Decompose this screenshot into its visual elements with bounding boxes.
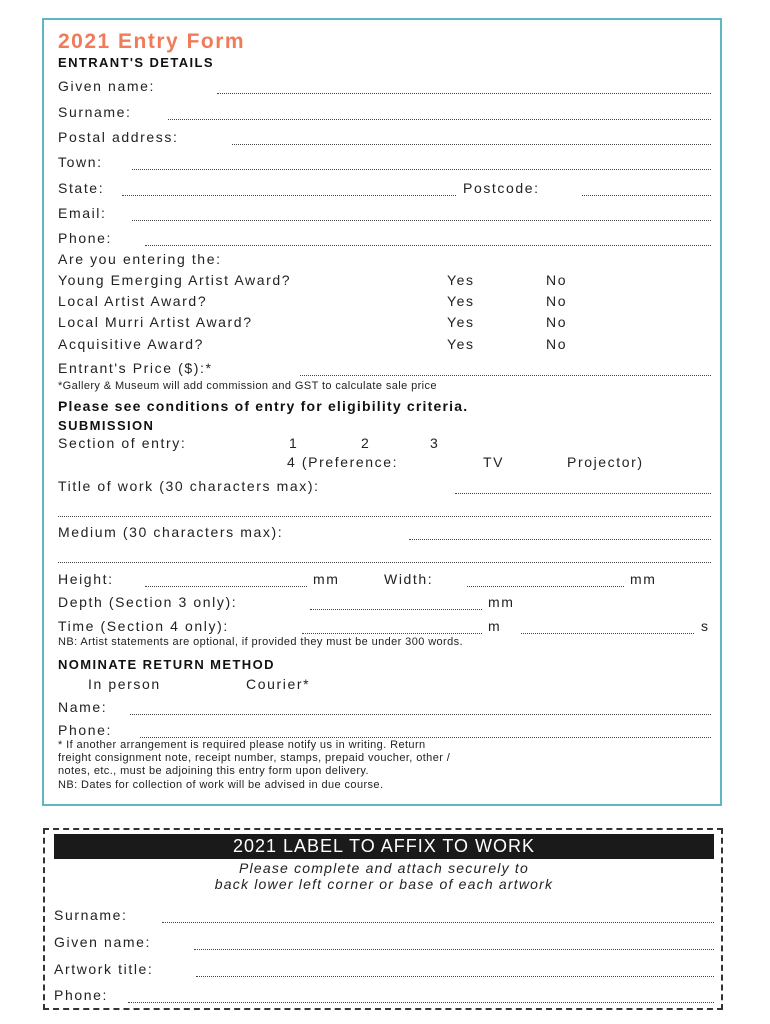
section-option-1[interactable]: 1 xyxy=(289,435,299,451)
time-minutes-field[interactable] xyxy=(302,633,482,634)
label-phone-label: Phone: xyxy=(54,987,108,1003)
email-field[interactable] xyxy=(132,220,711,221)
surname-label: Surname: xyxy=(58,104,132,120)
depth-unit: mm xyxy=(488,594,515,610)
arrangement-note-line1: * If another arrangement is required please notify us in writing. Return xyxy=(58,739,426,751)
award-acquisitive: Acquisitive Award? xyxy=(58,336,205,352)
gallery-note: *Gallery & Museum will add commission and GST to calculate sale price xyxy=(58,380,437,392)
medium-field-line2[interactable] xyxy=(58,562,711,563)
preference-tv[interactable]: TV xyxy=(483,454,505,470)
time-minutes-unit: m xyxy=(488,618,502,634)
medium-field[interactable] xyxy=(409,539,711,540)
postcode-field[interactable] xyxy=(582,195,711,196)
return-name-field[interactable] xyxy=(130,714,711,715)
conditions-note: Please see conditions of entry for eligibility criteria. xyxy=(58,398,469,414)
label-banner: 2021 LABEL TO AFFIX TO WORK xyxy=(54,834,714,859)
height-unit: mm xyxy=(313,571,340,587)
height-label: Height: xyxy=(58,571,114,587)
postal-address-field[interactable] xyxy=(232,144,711,145)
title-of-work-field-line2[interactable] xyxy=(58,516,711,517)
email-label: Email: xyxy=(58,205,107,221)
label-phone-field[interactable] xyxy=(128,1002,714,1003)
label-artwork-title-label: Artwork title: xyxy=(54,961,154,977)
label-given-name-field[interactable] xyxy=(194,949,714,950)
postal-address-label: Postal address: xyxy=(58,129,179,145)
state-label: State: xyxy=(58,180,105,196)
award-acquisitive-no[interactable]: No xyxy=(546,336,568,352)
label-surname-field[interactable] xyxy=(162,922,714,923)
section-option-3[interactable]: 3 xyxy=(430,435,440,451)
label-surname-label: Surname: xyxy=(54,907,128,923)
medium-label: Medium (30 characters max): xyxy=(58,524,284,540)
arrangement-note-line3: notes, etc., must be adjoining this entry form upon delivery. xyxy=(58,765,369,777)
return-name-label: Name: xyxy=(58,699,108,715)
award-young-yes[interactable]: Yes xyxy=(447,272,475,288)
award-local-murri: Local Murri Artist Award? xyxy=(58,314,253,330)
width-label: Width: xyxy=(384,571,434,587)
time-seconds-field[interactable] xyxy=(521,633,694,634)
town-field[interactable] xyxy=(132,169,711,170)
width-field[interactable] xyxy=(467,586,624,587)
collection-dates-note: NB: Dates for collection of work will be advised in due course. xyxy=(58,779,384,791)
artist-statement-note: NB: Artist statements are optional, if provided they must be under 300 words. xyxy=(58,636,463,648)
label-artwork-title-field[interactable] xyxy=(196,976,714,977)
arrangement-note-line2: freight consignment note, receipt number, stamps, prepaid voucher, other / xyxy=(58,752,451,764)
award-local-artist: Local Artist Award? xyxy=(58,293,208,309)
award-young-no[interactable]: No xyxy=(546,272,568,288)
return-method-heading: NOMINATE RETURN METHOD xyxy=(58,657,275,672)
return-phone-label: Phone: xyxy=(58,722,112,738)
phone-field[interactable] xyxy=(145,245,711,246)
entering-question: Are you entering the: xyxy=(58,251,222,267)
title-of-work-label: Title of work (30 characters max): xyxy=(58,478,320,494)
time-label: Time (Section 4 only): xyxy=(58,618,229,634)
award-murri-yes[interactable]: Yes xyxy=(447,314,475,330)
entrant-details-heading: ENTRANT'S DETAILS xyxy=(58,55,214,70)
width-unit: mm xyxy=(630,571,657,587)
label-instruction-line2: back lower left corner or base of each artwork xyxy=(214,876,554,892)
entrant-price-field[interactable] xyxy=(300,375,711,376)
label-given-name-label: Given name: xyxy=(54,934,151,950)
title-of-work-field[interactable] xyxy=(455,493,711,494)
depth-label: Depth (Section 3 only): xyxy=(58,594,238,610)
section-option-4[interactable]: 4 (Preference: xyxy=(287,454,399,470)
section-option-2[interactable]: 2 xyxy=(361,435,371,451)
award-local-yes[interactable]: Yes xyxy=(447,293,475,309)
given-name-label: Given name: xyxy=(58,78,155,94)
award-murri-no[interactable]: No xyxy=(546,314,568,330)
return-in-person[interactable]: In person xyxy=(88,676,161,692)
time-seconds-unit: s xyxy=(701,618,710,634)
preference-projector[interactable]: Projector) xyxy=(567,454,644,470)
height-field[interactable] xyxy=(145,586,307,587)
return-courier[interactable]: Courier* xyxy=(246,676,311,692)
state-field[interactable] xyxy=(122,195,456,196)
submission-heading: SUBMISSION xyxy=(58,418,155,433)
label-instruction-line1: Please complete and attach securely to xyxy=(239,860,529,876)
town-label: Town: xyxy=(58,154,103,170)
form-title: 2021 Entry Form xyxy=(58,30,246,53)
award-local-no[interactable]: No xyxy=(546,293,568,309)
given-name-field[interactable] xyxy=(217,93,711,94)
return-phone-field[interactable] xyxy=(140,737,711,738)
award-young-emerging: Young Emerging Artist Award? xyxy=(58,272,292,288)
award-acquisitive-yes[interactable]: Yes xyxy=(447,336,475,352)
phone-label: Phone: xyxy=(58,230,112,246)
postcode-label: Postcode: xyxy=(463,180,540,196)
depth-field[interactable] xyxy=(310,609,482,610)
surname-field[interactable] xyxy=(168,119,711,120)
entrant-price-label: Entrant's Price ($):* xyxy=(58,360,213,376)
section-of-entry-label: Section of entry: xyxy=(58,435,187,451)
